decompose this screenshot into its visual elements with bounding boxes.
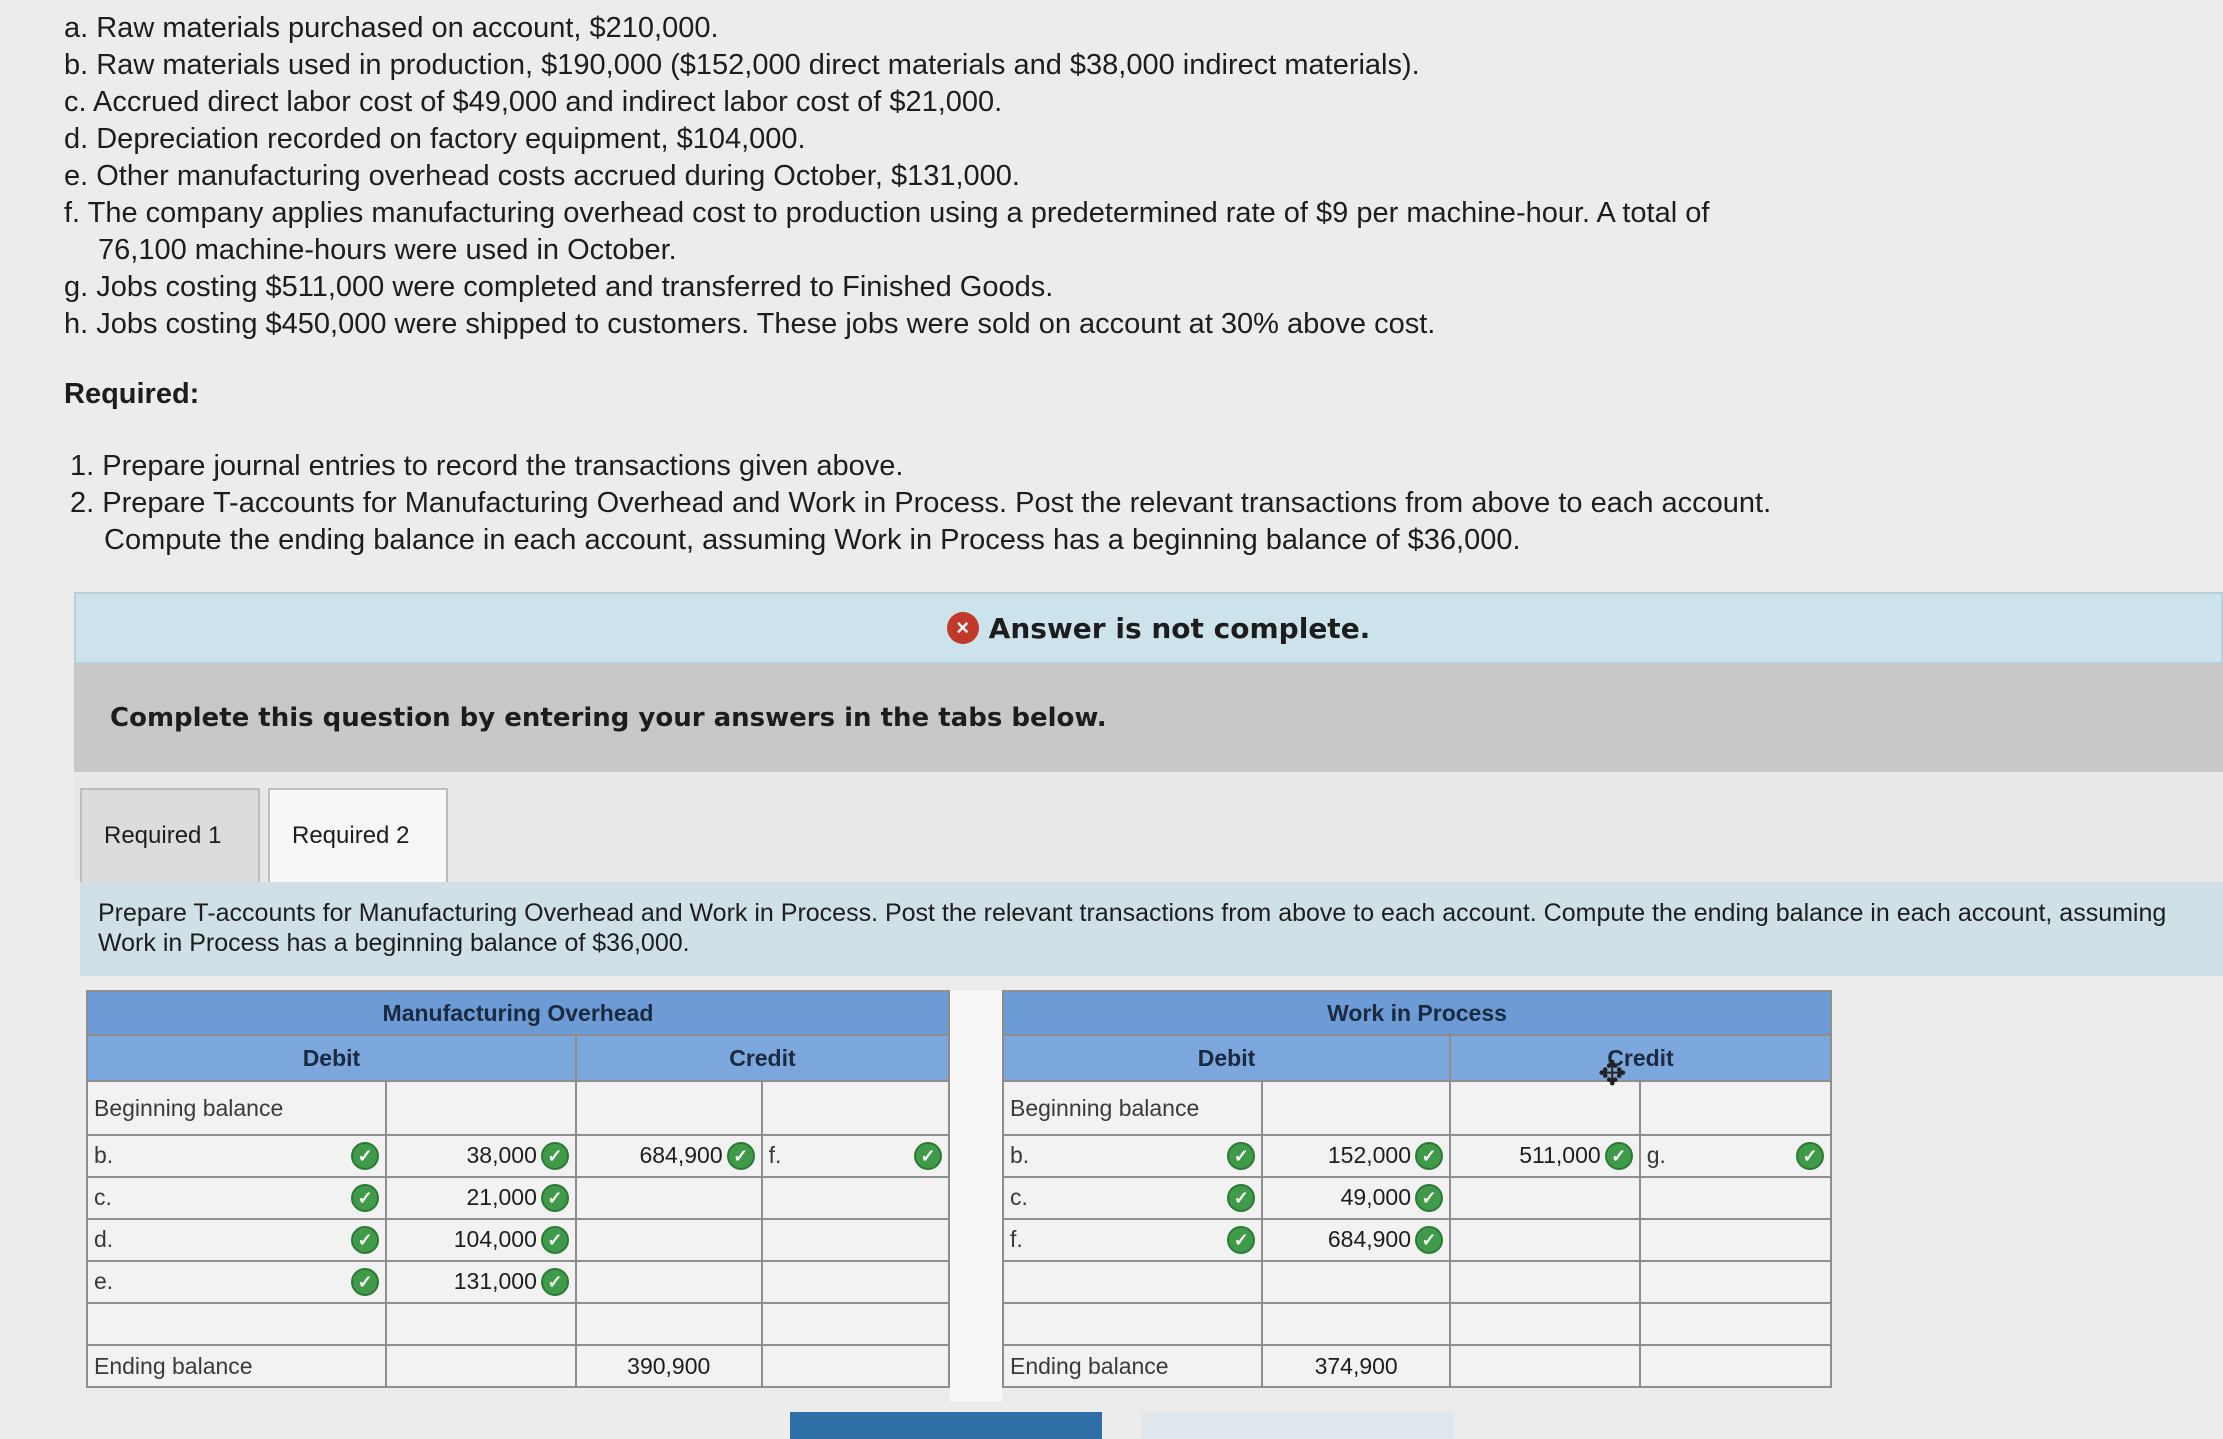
credit-label-select[interactable]: g. ✓ (1640, 1135, 1831, 1177)
credit-label-select[interactable] (762, 1303, 949, 1345)
check-icon: ✓ (1415, 1226, 1443, 1254)
check-icon: ✓ (541, 1142, 569, 1170)
tab-required-1[interactable] (80, 788, 260, 882)
debit-header: Debit (87, 1035, 576, 1081)
credit-label-select[interactable]: f. ✓ (762, 1135, 949, 1177)
debit-label-select[interactable] (1003, 1261, 1262, 1303)
debit-amount-input[interactable]: 38,000 ✓ (386, 1135, 576, 1177)
credit-label-select[interactable] (762, 1219, 949, 1261)
move-cursor-icon: ✥ (1598, 1055, 1627, 1093)
item-h: h. Jobs costing $450,000 were shipped to customers. These jobs were sold on account at 30% above cost. (64, 308, 1436, 340)
required-heading: Required: (64, 378, 200, 410)
item-g: g. Jobs costing $511,000 were completed and transferred to Finished Goods. (64, 271, 1054, 303)
required-list (70, 448, 1771, 559)
debit-amount-input[interactable]: 104,000 ✓ (386, 1219, 576, 1261)
credit-amount-input[interactable] (576, 1219, 762, 1261)
ending-credit-label (1640, 1345, 1831, 1387)
debit-label-select[interactable]: d. ✓ (87, 1219, 386, 1261)
credit-amount-input[interactable] (1450, 1177, 1640, 1219)
check-icon: ✓ (1227, 1142, 1255, 1170)
check-icon: ✓ (914, 1142, 942, 1170)
debit-amount-input[interactable] (1262, 1261, 1450, 1303)
item-c: c. Accrued direct labor cost of $49,000 and indirect labor cost of $21,000. (64, 86, 1003, 118)
debit-label-select[interactable]: e. ✓ (87, 1261, 386, 1303)
credit-amount-input[interactable] (1450, 1303, 1640, 1345)
beginning-balance-label: Beginning balance (87, 1081, 386, 1135)
credit-label-select[interactable] (762, 1177, 949, 1219)
item-f: f. The company applies manufacturing overhead cost to production using a predetermined rate of $9 per machine-hour. A total of (64, 197, 1710, 229)
credit-amount-input[interactable] (576, 1261, 762, 1303)
item-d: d. Depreciation recorded on factory equipment, $104,000. (64, 123, 806, 155)
check-icon: ✓ (1796, 1142, 1824, 1170)
credit-amount-input[interactable] (1450, 1219, 1640, 1261)
item-a: a. Raw materials purchased on account, $210,000. (64, 12, 719, 44)
answer-status-bar (74, 592, 2223, 664)
check-icon: ✓ (351, 1184, 379, 1212)
credit-label-select[interactable] (1640, 1219, 1831, 1261)
check-icon: ✓ (351, 1268, 379, 1296)
ending-balance-label: Ending balance (1003, 1345, 1262, 1387)
ending-debit-input[interactable] (386, 1345, 576, 1387)
ending-balance-label: Ending balance (87, 1345, 386, 1387)
check-icon: ✓ (1227, 1226, 1255, 1254)
required-2-cont: Compute the ending balance in each account, assuming Work in Process has a beginning balance of $36,000. (104, 524, 1521, 556)
required-1-nav-button[interactable] (790, 1412, 1102, 1439)
tab-label: Required 2 (292, 822, 410, 849)
check-icon: ✓ (1415, 1184, 1443, 1212)
credit-label-select[interactable] (1640, 1081, 1831, 1135)
credit-label-select[interactable] (1640, 1261, 1831, 1303)
debit-header: Debit (1003, 1035, 1450, 1081)
check-icon: ✓ (351, 1226, 379, 1254)
debit-amount-input[interactable] (1262, 1303, 1450, 1345)
debit-amount-input[interactable]: 131,000 ✓ (386, 1261, 576, 1303)
credit-header: Credit (1450, 1035, 1831, 1081)
debit-amount-input[interactable]: 152,000 ✓ (1262, 1135, 1450, 1177)
check-icon: ✓ (541, 1226, 569, 1254)
debit-label-select[interactable]: f. ✓ (1003, 1219, 1262, 1261)
credit-amount-input[interactable] (1450, 1261, 1640, 1303)
check-icon: ✓ (1415, 1142, 1443, 1170)
tab-required-2[interactable] (268, 788, 448, 882)
credit-amount-input[interactable] (576, 1081, 762, 1135)
instruction-bar (74, 664, 2223, 772)
debit-label-select[interactable] (87, 1303, 386, 1345)
debit-label-select[interactable]: c. ✓ (87, 1177, 386, 1219)
check-icon: ✓ (541, 1268, 569, 1296)
credit-label-select[interactable] (762, 1261, 949, 1303)
taccount-title: Manufacturing Overhead (87, 991, 949, 1035)
credit-header: Credit (576, 1035, 949, 1081)
ending-credit-label (762, 1345, 949, 1387)
item-f-cont: 76,100 machine-hours were used in October. (98, 234, 677, 266)
debit-label-select[interactable]: b. ✓ (87, 1135, 386, 1177)
work-in-process-taccount (1002, 990, 1832, 1388)
tab-label: Required 1 (104, 822, 222, 849)
check-icon: ✓ (541, 1184, 569, 1212)
debit-amount-input[interactable]: 684,900 ✓ (1262, 1219, 1450, 1261)
x-circle-icon: × (947, 612, 979, 644)
check-icon: ✓ (351, 1142, 379, 1170)
credit-amount-input[interactable]: 684,900 ✓ (576, 1135, 762, 1177)
required-2: 2. Prepare T-accounts for Manufacturing Overhead and Work in Process. Post the relevant transactions from above to each account. (70, 487, 1772, 519)
credit-amount-input[interactable] (576, 1177, 762, 1219)
manufacturing-overhead-taccount (86, 990, 950, 1388)
debit-label-select[interactable]: b. ✓ (1003, 1135, 1262, 1177)
debit-amount-input[interactable] (386, 1303, 576, 1345)
debit-label-select[interactable] (1003, 1303, 1262, 1345)
debit-amount-input[interactable]: 21,000 ✓ (386, 1177, 576, 1219)
credit-amount-input[interactable]: 511,000 ✓ (1450, 1135, 1640, 1177)
problem-statement (64, 10, 1944, 343)
answer-status-text: Answer is not complete. (988, 611, 1371, 645)
debit-label-select[interactable]: c. ✓ (1003, 1177, 1262, 1219)
beginning-balance-label: Beginning balance (1003, 1081, 1262, 1135)
debit-amount-input[interactable] (1262, 1081, 1450, 1135)
tabs-area (74, 772, 2223, 882)
credit-amount-input[interactable] (576, 1303, 762, 1345)
check-icon: ✓ (727, 1142, 755, 1170)
credit-label-select[interactable] (762, 1081, 949, 1135)
item-e: e. Other manufacturing overhead costs accrued during October, $131,000. (64, 160, 1020, 192)
required-1: 1. Prepare journal entries to record the transactions given above. (70, 450, 904, 482)
prompt-text: Prepare T-accounts for Manufacturing Overhead and Work in Process. Post the relevant transactions from above to each account. Compute the ending balance in each account, assuming Work in Process has a beginning balance of $36,000. (80, 882, 2223, 976)
ending-credit-input[interactable] (1450, 1345, 1640, 1387)
required-2-nav-button[interactable] (1142, 1412, 1454, 1439)
ending-credit-input[interactable]: 390,900 (576, 1345, 762, 1387)
item-b: b. Raw materials used in production, $190,000 ($152,000 direct materials and $38,000 indirect materials). (64, 49, 1420, 81)
credit-label-select[interactable] (1640, 1303, 1831, 1345)
debit-amount-input[interactable] (386, 1081, 576, 1135)
debit-amount-input[interactable]: 49,000 ✓ (1262, 1177, 1450, 1219)
taccount-title: Work in Process (1003, 991, 1831, 1035)
credit-label-select[interactable] (1640, 1177, 1831, 1219)
check-icon: ✓ (1605, 1142, 1633, 1170)
instruction-text: Complete this question by entering your answers in the tabs below. (110, 703, 1107, 733)
check-icon: ✓ (1227, 1184, 1255, 1212)
taccount-divider (950, 990, 1002, 1402)
ending-debit-input[interactable]: 374,900 (1262, 1345, 1450, 1387)
